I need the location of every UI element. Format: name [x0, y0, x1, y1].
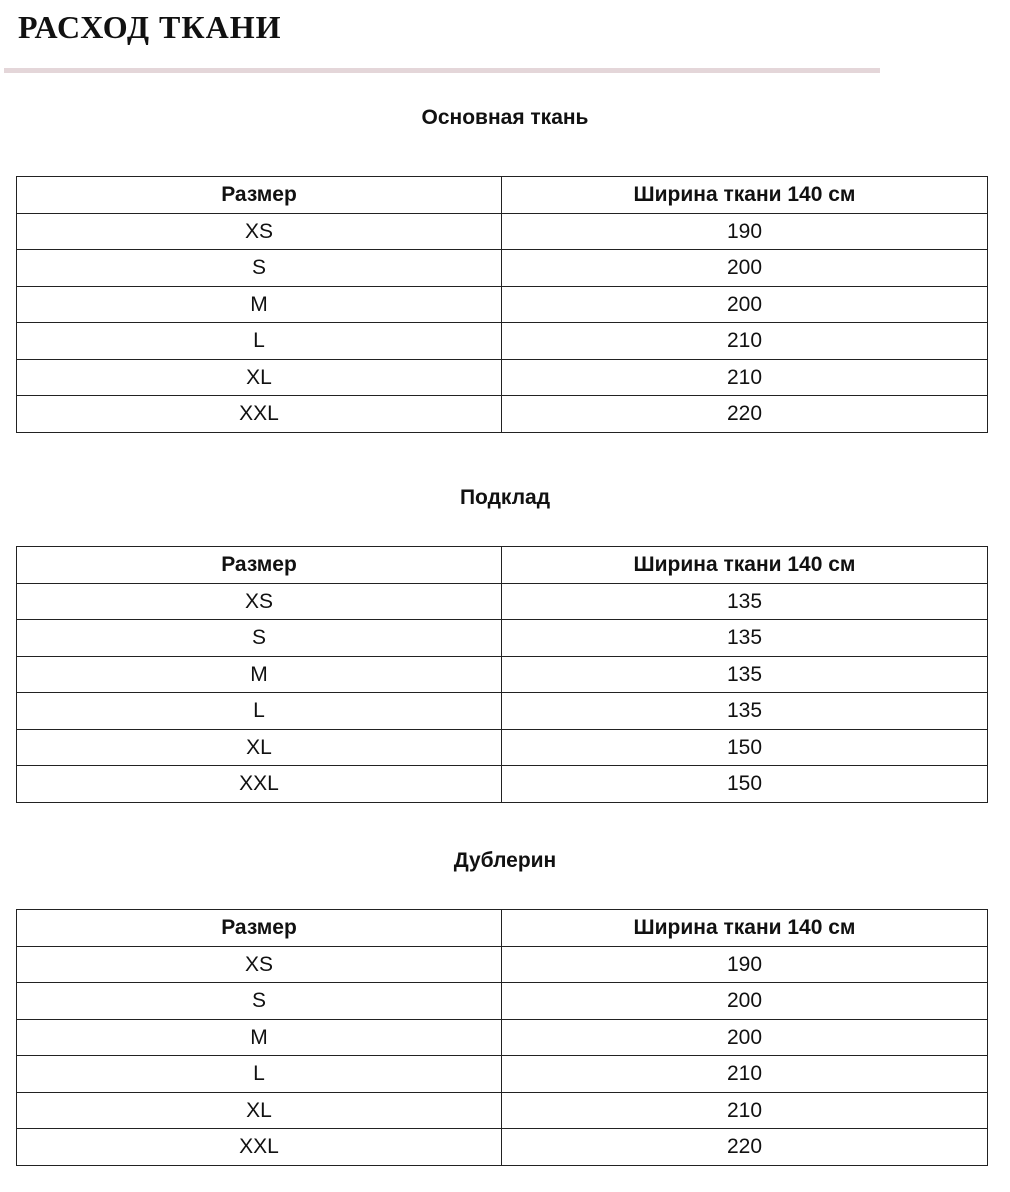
table-row	[17, 1129, 988, 1166]
size-cell: XS	[17, 213, 502, 250]
table-row	[17, 1019, 988, 1056]
size-cell: XL	[17, 1092, 502, 1129]
consumption-cell: 150	[502, 729, 988, 766]
table-header-row	[17, 910, 988, 947]
table-row	[17, 396, 988, 433]
table-row	[17, 620, 988, 657]
size-cell: M	[17, 1019, 502, 1056]
consumption-cell: 200	[502, 286, 988, 323]
consumption-cell: 210	[502, 323, 988, 360]
consumption-cell: 210	[502, 1056, 988, 1093]
consumption-cell: 220	[502, 396, 988, 433]
table-row	[17, 359, 988, 396]
consumption-cell: 190	[502, 213, 988, 250]
section-title-main-fabric: Основная ткань	[421, 106, 589, 129]
table-row	[17, 766, 988, 803]
header-fabric-width: Ширина ткани 140 см	[502, 177, 988, 214]
consumption-cell: 135	[502, 583, 988, 620]
consumption-cell: 135	[502, 693, 988, 730]
section-title-lining: Подклад	[459, 486, 551, 509]
table-row	[17, 250, 988, 287]
fabric-table-lining	[16, 546, 988, 803]
table-row	[17, 983, 988, 1020]
size-cell: S	[17, 620, 502, 657]
header-size: Размер	[17, 177, 502, 214]
consumption-cell: 220	[502, 1129, 988, 1166]
header-size: Размер	[17, 910, 502, 947]
size-cell: L	[17, 693, 502, 730]
consumption-cell: 200	[502, 983, 988, 1020]
consumption-cell: 190	[502, 946, 988, 983]
size-cell: XL	[17, 729, 502, 766]
size-cell: XXL	[17, 766, 502, 803]
fabric-table-interfacing	[16, 909, 988, 1166]
size-cell: M	[17, 286, 502, 323]
size-cell: XS	[17, 946, 502, 983]
table-row	[17, 729, 988, 766]
size-cell: S	[17, 250, 502, 287]
size-cell: L	[17, 323, 502, 360]
size-cell: M	[17, 656, 502, 693]
table-row	[17, 693, 988, 730]
table-row	[17, 656, 988, 693]
consumption-cell: 200	[502, 250, 988, 287]
size-cell: XXL	[17, 1129, 502, 1166]
size-cell: XS	[17, 583, 502, 620]
table-row	[17, 213, 988, 250]
header-fabric-width: Ширина ткани 140 см	[502, 910, 988, 947]
consumption-cell: 150	[502, 766, 988, 803]
table-row	[17, 583, 988, 620]
size-cell: XL	[17, 359, 502, 396]
header-fabric-width: Ширина ткани 140 см	[502, 547, 988, 584]
table-row	[17, 1056, 988, 1093]
size-cell: S	[17, 983, 502, 1020]
table-header-row	[17, 177, 988, 214]
title-divider	[4, 68, 880, 73]
table-row	[17, 323, 988, 360]
table-header-row	[17, 547, 988, 584]
table-row	[17, 946, 988, 983]
table-row	[17, 1092, 988, 1129]
consumption-cell: 200	[502, 1019, 988, 1056]
consumption-cell: 135	[502, 620, 988, 657]
consumption-cell: 135	[502, 656, 988, 693]
consumption-cell: 210	[502, 359, 988, 396]
fabric-table-main	[16, 176, 988, 433]
consumption-cell: 210	[502, 1092, 988, 1129]
table-row	[17, 286, 988, 323]
section-title-interfacing: Дублерин	[453, 849, 557, 872]
page-title: РАСХОД ТКАНИ	[18, 9, 282, 45]
size-cell: XXL	[17, 396, 502, 433]
header-size: Размер	[17, 547, 502, 584]
size-cell: L	[17, 1056, 502, 1093]
